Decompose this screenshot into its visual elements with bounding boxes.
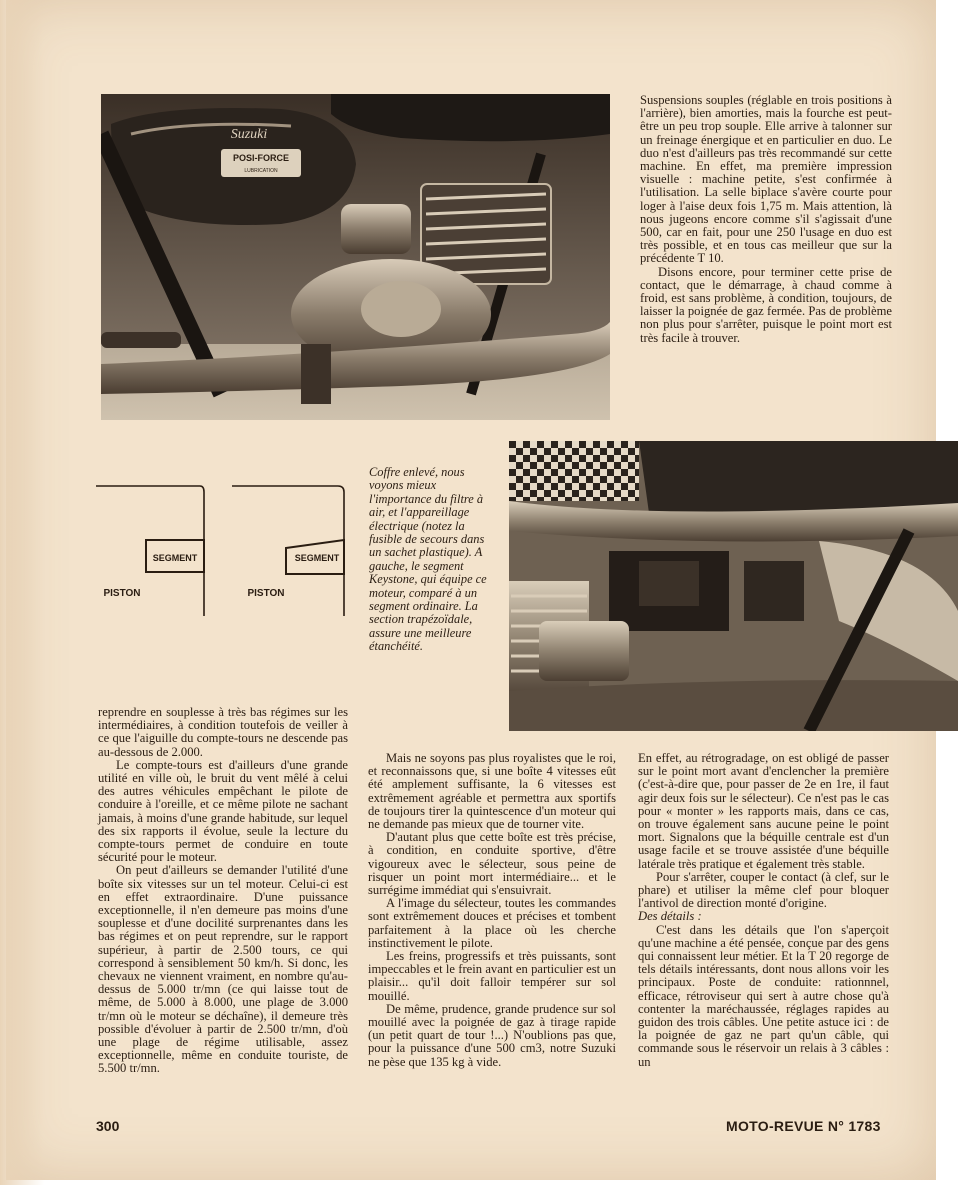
piston-label-right: PISTON	[247, 588, 285, 599]
magazine-name: MOTO-REVUE	[726, 1118, 824, 1134]
tank-badge-label: POSI-FORCE	[232, 153, 290, 163]
photo-air-filter	[509, 441, 958, 731]
tank-badge-sublabel: LUBRICATION	[244, 168, 278, 174]
segment-label-left: SEGMENT	[152, 553, 198, 563]
photo-engine	[101, 94, 610, 420]
photo-engine-drawing	[101, 94, 610, 420]
page-edge-shadow	[0, 0, 44, 1185]
section-subheading: Des détails :	[638, 909, 702, 924]
column-right	[638, 752, 889, 1069]
paragraph: C'est dans les détails que l'on s'aperçoit qu'une machine a été pensée, conçue par des gens qui connaissent leur métier. Et la T 20 regorge de tels détails intéressants, dont nous allons voir les principaux. Poste de conduite: rationnnel, efficace, rétroviseur qui sert à autre chose qu'à contenter la maréchaussée, réglages rapides au guidon des trois câbles. Une petite astuce ici : de la poignée de gaz ne part qu'un câble, qui commande sous le réservoir un relais à 3 câbles : un	[638, 922, 889, 1069]
page-number: 300	[96, 1118, 120, 1134]
paragraph: Disons encore, pour terminer cette prise de contact, que le démarrage, à chaud comme à froid, est sans problème, à condition, toujours, de laisser la poignée de gaz fermée. Pas de problème non plus pour s'arrêter, puisque le point mort est très facile à trouver.	[640, 264, 892, 345]
column-left	[98, 706, 348, 1076]
paragraph: Les freins, progressifs et très puissants, sont impeccables et le frein avant en particulier est un plaisir... qu'il doit falloir tempérer sur sol mouillé.	[368, 949, 616, 1003]
segment-label-right: SEGMENT	[294, 553, 340, 563]
photo-caption: Coffre enlevé, nous voyons mieux l'importance du filtre à air, et l'appareillage électrique (notez la fusible de secours dans un sachet plastique). A gauche, le segment Keystone, qui équipe ce moteur, comparé à un segment ordinaire. La section trapézoïdale, assure une meilleure étanchéité.	[369, 465, 487, 654]
paragraph: Pour s'arrêter, couper le contact (à clef, sur le phare) et utiliser la même clef pour bloquer l'antivol de direction monté d'origine.	[638, 869, 889, 911]
paragraph: Mais ne soyons pas plus royalistes que le roi, et reconnaissons que, si une boîte 4 vitesses eût été amplement suffisante, la 6 vitesses est extrêmement agréable et permettra aux sportifs de toujours tirer la quintescence d'un moteur qui ne demande pas mieux que de tourner vite.	[368, 751, 616, 832]
paragraph: D'autant plus que cette boîte est très précise, à condition, en conduite sportive, d'être vigoureux avec le sélecteur, sous peine de risquer un point mort intermédiaire... et le surrégime immédiat qui s'ensuivrait.	[368, 830, 616, 898]
paragraph: Suspensions souples (réglable en trois positions à l'arrière), bien amorties, mais la fourche est peut-être un peu trop souple. Elle arrive à talonner sur un freinage énergique et en particulier en duo. Le duo n'est d'ailleurs pas très recommandé sur cette machine. En effet, ma première impression visuelle : machine petite, s'est confirmée à l'utilisation. La selle biplace s'avère courte pour loger à l'aise deux fois 1,75 m. Mais attention, là nous jugeons encore comme s'il s'agissait d'une 500, car en fait, pour une 250 l'usage en duo est très possible, et en tous cas meilleur que sur la précédente T 10.	[640, 93, 892, 266]
paragraph: On peut d'ailleurs se demander l'utilité d'une boîte six vitesses sur un tel moteur. Celui-ci est en effet extraordinaire. D'une puissance exceptionnelle, il n'en demeure pas moins d'une souplesse et d'une docilité surprenantes dans les bas régimes et on peut reprendre, sur le rapport supérieur, à partir de 2.500 tours, ce qui correspond à sensiblement 50 km/h. Si donc, les chevaux ne viennent vraiment, en nombre qu'au-dessus de 5.000 tr/mn (ce qui laisse tout de même, de 5.000 à 8.000, une plage de 3.000 tr/mn où le moteur se déchaîne), il demeure très possible d'évoluer à partir de 2.500 tr/mn, d'où une plage de régime utilisable, assez exceptionnelle, même en conduite touriste, de 5.500 tr/mn.	[98, 863, 348, 1076]
paragraph: En effet, au rétrogradage, on est obligé de passer sur le point mort avant d'enclencher la première (c'est-à-dire que, pour passer de 2e en 1re, il faut agir deux fois sur le sélecteur). Ce n'est pas le cas pour « monter » les rapports mais, dans ce cas, on trouve également sans aucune peine le point mort. Signalons que la béquille centrale est d'un usage facile et se trouve assistée d'une béquille latérale très pratique et également très stable.	[638, 751, 889, 871]
magazine-footer	[726, 1118, 881, 1134]
paragraph: Le compte-tours est d'ailleurs d'une grande utilité en ville où, le bruit du vent mêlé à celui des autres véhicules empêchant le pilote de conduire à l'oreille, et ce même pilote ne sachant jamais, à moins d'une grande habitude, sur lequel des six rapports il évolue, seule la lecture du compte-tours permet de conduire en toute sécurité pour le moteur.	[98, 757, 348, 865]
column-middle	[368, 752, 616, 1069]
column-top-right	[640, 94, 892, 345]
photo-air-filter-drawing	[509, 441, 958, 731]
segment-diagram	[92, 478, 360, 618]
piston-label-left: PISTON	[103, 588, 141, 599]
issue-number: N° 1783	[827, 1118, 881, 1134]
paragraph: De même, prudence, grande prudence sur sol mouillé avec la poignée de gaz à tirage rapide (un petit quart de tour !...) N'oublions pas que, pour la puissance d'une 500 cm3, notre Suzuki ne pèse que 135 kg à vide.	[368, 1001, 616, 1069]
paragraph: reprendre en souplesse à très bas régimes sur les intermédiaires, à condition toutefois de veiller à ce que l'aiguille du compte-tours ne descende pas au-dessous de 2.000.	[98, 705, 348, 759]
paragraph: A l'image du sélecteur, toutes les commandes sont extrêmement douces et précises et tombent parfaitement à la place où les cherche instinctivement le pilote.	[368, 896, 616, 950]
tank-script-logo: Suzuki	[230, 127, 268, 142]
